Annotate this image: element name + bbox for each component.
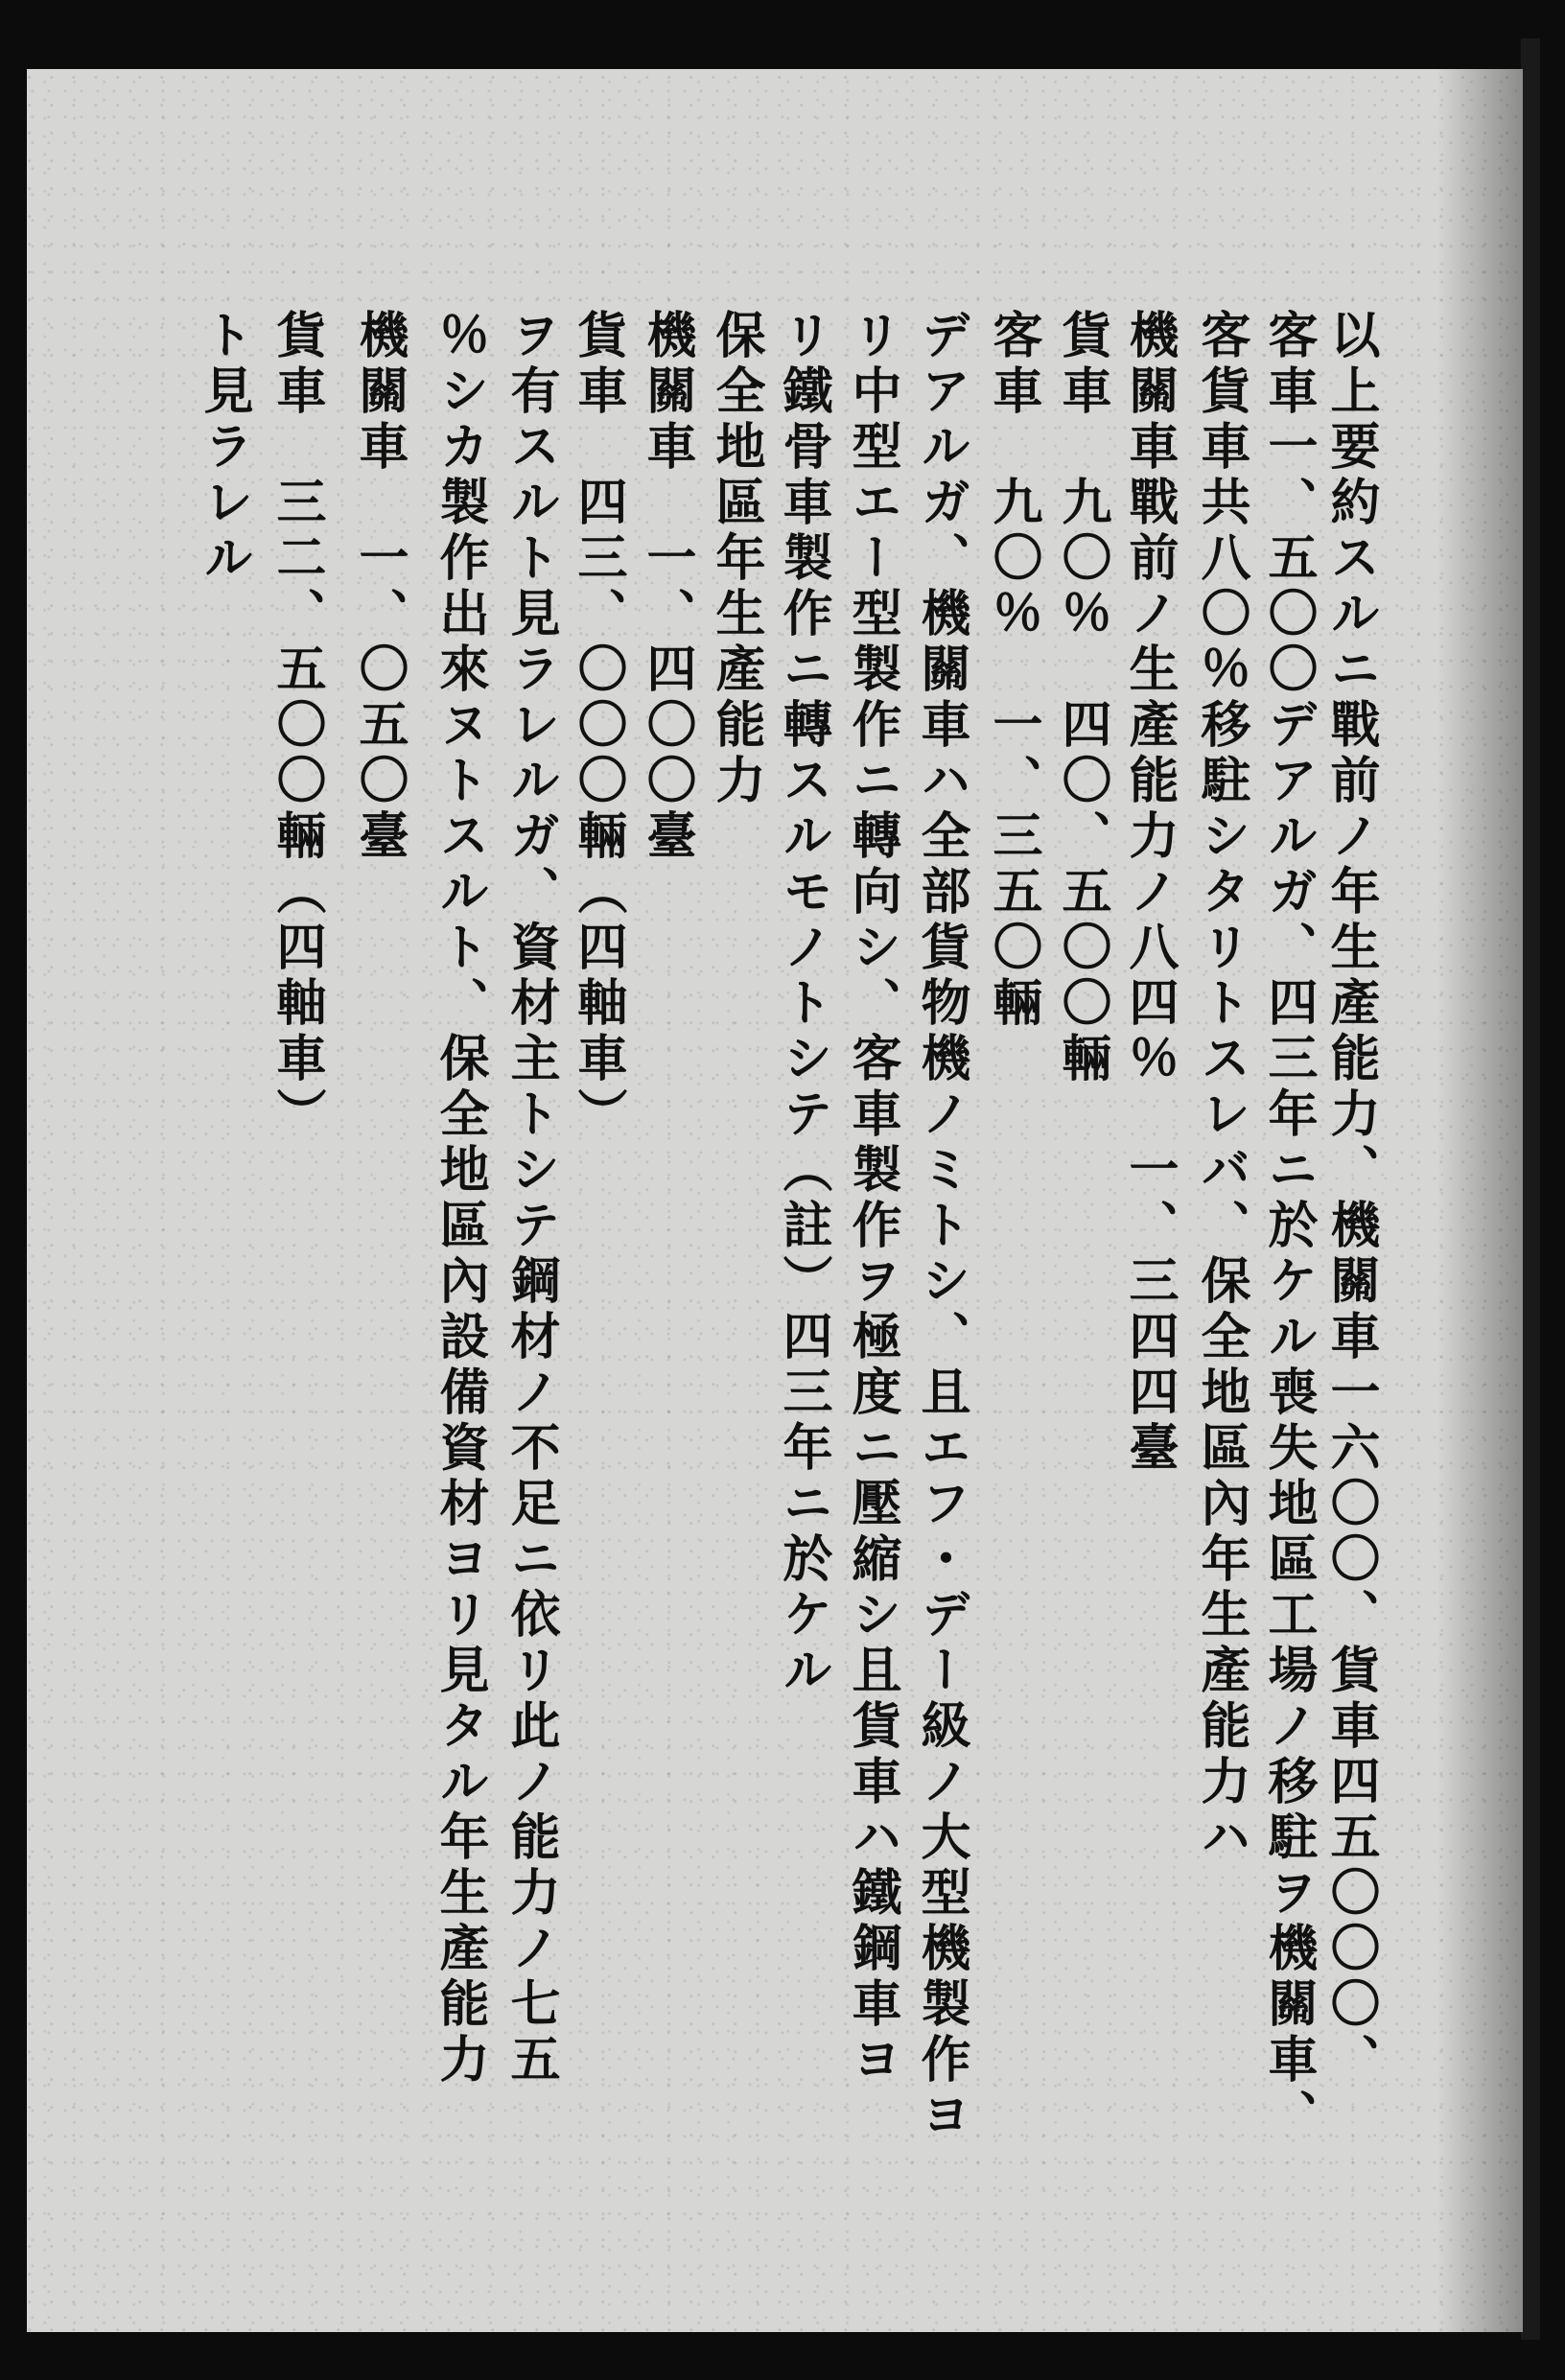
text-column-17: ト見ラレル xyxy=(195,309,253,587)
text-column-16: 貨車 三二、五〇〇輛（四軸車） xyxy=(268,309,326,1143)
text-column-5: 貨車 九〇％ 四〇、五〇〇輛 xyxy=(1053,309,1111,1087)
text-column-6: 客車 九〇％ 一、三五〇輛 xyxy=(984,309,1042,1032)
text-column-3: 客貨車共八〇％移駐シタリトスレバ、保全地區內年生產能力ハ xyxy=(1192,309,1250,1866)
text-column-4: 機關車戰前ノ生產能力ノ八四％ 一、三四四臺 xyxy=(1120,309,1179,1477)
text-column-15: 機關車 一、〇五〇臺 xyxy=(350,309,409,865)
text-column-11: 機關車 一、四〇〇臺 xyxy=(638,309,696,865)
text-column-8: リ中型エー型製作ニ轉向シ、客車製作ヲ極度ニ壓縮シ且貨車ハ鐵鋼車ヨ xyxy=(843,309,901,2088)
text-column-14: ％シカ製作出來ヌトスルト、保全地區內設備資材ヨリ見タル年生產能力 xyxy=(431,309,489,2088)
document-page xyxy=(27,69,1523,2332)
text-column-10: 保全地區年生產能力 xyxy=(707,309,765,809)
text-column-2: 客車一、五〇〇デアルガ、四三年ニ於ケル喪失地區工場ノ移駐ヲ機關車、 xyxy=(1259,309,1318,2144)
text-column-9: リ鐵骨車製作ニ轉スルモノトシテ（註）四三年ニ於ケル xyxy=(774,309,832,1699)
text-column-13: ヲ有スルト見ラレルガ、資材主トシテ鋼材ノ不足ニ依リ此ノ能力ノ七五 xyxy=(502,309,560,2088)
text-column-7: デアルガ、機關車ハ全部貨物機ノミトシ、且エフ・デー級ノ大型機製作ヨ xyxy=(912,309,970,2144)
page-shadow xyxy=(1437,69,1523,2332)
text-column-12: 貨車 四三、〇〇〇輛（四軸車） xyxy=(569,309,627,1143)
binding-edge xyxy=(1521,38,1540,2340)
text-column-1: 以上要約スルニ戰前ノ年生產能力、機關車一六〇〇、貨車四五〇〇〇、 xyxy=(1321,309,1380,2088)
